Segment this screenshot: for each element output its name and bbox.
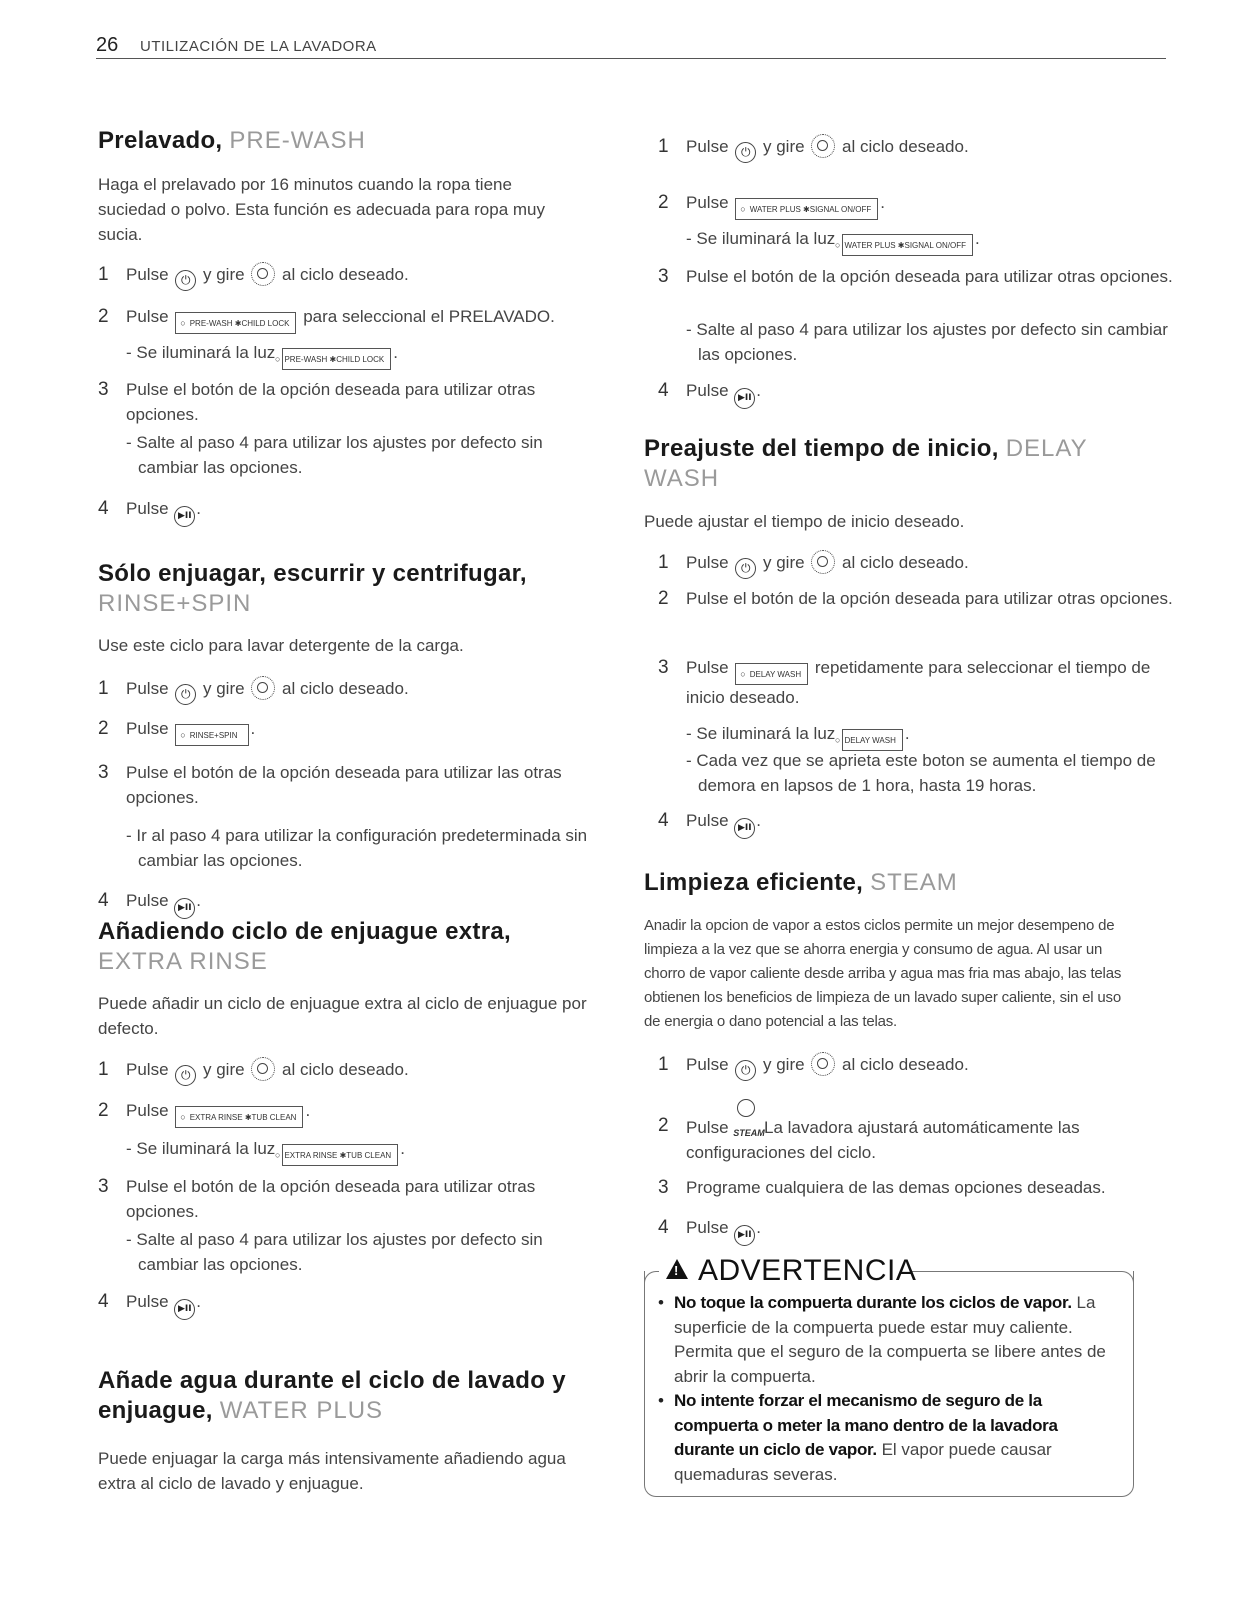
extra-rinse-light-icon: ○ EXTRA RINSE ✱TUB CLEAN bbox=[282, 1144, 398, 1166]
extra-rinse-step-1: 1 Pulse ⏻ y gire al ciclo deseado. bbox=[98, 1057, 598, 1086]
start-pause-icon: ▶II bbox=[734, 818, 755, 839]
section-title: UTILIZACIÓN DE LA LAVADORA bbox=[140, 38, 377, 55]
rinse-spin-heading: Sólo enjuagar, escurrir y centrifugar, RINSE+SPIN bbox=[98, 560, 527, 617]
start-pause-icon: ▶II bbox=[734, 388, 755, 409]
rinse-spin-step-3-note: - Ir al paso 4 para utilizar la configuración predeterminada sin cambiar las opciones. bbox=[126, 826, 588, 870]
cycle-dial-icon bbox=[251, 1057, 275, 1081]
steam-step-1: 1 Pulse ⏻ y gire al ciclo deseado. bbox=[658, 1052, 1178, 1081]
delay-wash-step-3: 3 Pulse ○ DELAY WASH repetidamente para seleccionar el tiempo de inicio deseado. bbox=[658, 657, 1151, 707]
page-header bbox=[96, 34, 1166, 59]
steam-intro: Anadir la opcion de vapor a estos ciclos permite un mejor desempeno de limpieza a la vez que se ahorra energia y consumo de agua. Al usar un chorro de vapor caliente desde arriba y agua mas fria mas abajo, las telas obtienen los beneficios de limpieza de un lavado super caliente, sin el uso de energia o dano potencial a las telas. bbox=[644, 917, 1122, 1030]
prewash-step-3: 3 Pulse el botón de la opción deseada para utilizar otras opciones. bbox=[98, 379, 536, 424]
water-plus-step-3-note: - Salte al paso 4 para utilizar los ajustes por defecto sin cambiar las opciones. bbox=[686, 320, 1168, 364]
delay-wash-heading: Preajuste del tiempo de inicio, DELAY WASH bbox=[644, 435, 1088, 492]
prewash-step-3-note: - Salte al paso 4 para utilizar los ajustes por defecto sin cambiar las opciones. bbox=[126, 433, 543, 477]
rinse-spin-step-4: 4 Pulse ▶II . bbox=[98, 888, 598, 919]
prewash-step-2-note: - Se iluminará la luz ○ PRE-WASH ✱CHILD LOCK . bbox=[126, 340, 598, 370]
warning-triangle-icon: ! bbox=[666, 1259, 688, 1279]
water-plus-button-icon: ○ WATER PLUS ✱SIGNAL ON/OFF bbox=[735, 198, 878, 220]
extra-rinse-step-3: 3 Pulse el botón de la opción deseada para utilizar otras opciones. bbox=[98, 1176, 536, 1221]
prewash-heading: Prelavado, PRE-WASH bbox=[98, 127, 366, 154]
cycle-dial-icon bbox=[811, 134, 835, 158]
prewash-step-2: 2 Pulse ○ PRE-WASH ✱CHILD LOCK para seleccional el PRELAVADO. bbox=[98, 304, 598, 334]
warning-item: • No intente forzar el mecanismo de seguro de la compuerta o meter la mano dentro de la lavadora durante un ciclo de vapor. El vapor puede causar quemaduras severas. bbox=[656, 1389, 1120, 1487]
prewash-step-4: 4 Pulse ▶II . bbox=[98, 496, 598, 527]
water-plus-step-1: 1 Pulse ⏻ y gire al ciclo deseado. bbox=[658, 134, 1178, 163]
cycle-dial-icon bbox=[811, 550, 835, 574]
power-icon: ⏻ bbox=[175, 270, 196, 291]
start-pause-icon: ▶II bbox=[734, 1225, 755, 1246]
start-pause-icon: ▶II bbox=[174, 1299, 195, 1320]
water-plus-step-4: 4 Pulse ▶II . bbox=[658, 378, 1178, 409]
water-plus-intro: Puede enjuagar la carga más intensivamente añadiendo agua extra al ciclo de lavado y enjuague. bbox=[98, 1449, 566, 1493]
delay-wash-step-4: 4 Pulse ▶II . bbox=[658, 808, 1178, 839]
extra-rinse-heading: Añadiendo ciclo de enjuague extra, EXTRA RINSE bbox=[98, 918, 511, 975]
warning-box bbox=[644, 1255, 1134, 1497]
delay-wash-intro: Puede ajustar el tiempo de inicio deseado. bbox=[644, 512, 965, 531]
water-plus-step-3: 3 Pulse el botón de la opción deseada para utilizar otras opciones. bbox=[658, 266, 1173, 287]
power-icon: ⏻ bbox=[175, 1065, 196, 1086]
prewash-step-1: 1 Pulse ⏻ y gire al ciclo deseado. bbox=[98, 262, 598, 291]
delay-wash-step-2: 2 Pulse el botón de la opción deseada para utilizar otras opciones. bbox=[658, 588, 1173, 609]
power-icon: ⏻ bbox=[735, 558, 756, 579]
power-icon: ⏻ bbox=[735, 142, 756, 163]
delay-wash-step-3-note-2: - Cada vez que se aprieta este boton se aumenta el tiempo de demora en lapsos de 1 hora, hasta 19 horas. bbox=[686, 751, 1156, 795]
power-icon: ⏻ bbox=[735, 1060, 756, 1081]
water-plus-light-icon: ○ WATER PLUS ✱SIGNAL ON/OFF bbox=[842, 234, 973, 256]
rinse-spin-step-2: 2 Pulse ○ RINSE+SPIN . bbox=[98, 716, 598, 746]
cycle-dial-icon bbox=[251, 262, 275, 286]
extra-rinse-intro: Puede añadir un ciclo de enjuague extra al ciclo de enjuague por defecto. bbox=[98, 994, 587, 1038]
delay-wash-light-icon: ○ DELAY WASH bbox=[842, 729, 903, 751]
start-pause-icon: ▶II bbox=[174, 506, 195, 527]
steam-button-icon: STEAM bbox=[733, 1113, 759, 1135]
rinse-spin-step-3: 3 Pulse el botón de la opción deseada para utilizar las otras opciones. bbox=[98, 762, 562, 807]
water-plus-heading: Añade agua durante el ciclo de lavado y enjuague, WATER PLUS bbox=[98, 1367, 566, 1424]
extra-rinse-step-4: 4 Pulse ▶II . bbox=[98, 1289, 598, 1320]
rinse-spin-step-1: 1 Pulse ⏻ y gire al ciclo deseado. bbox=[98, 676, 598, 705]
warning-title: ! ADVERTENCIA bbox=[666, 1255, 916, 1287]
page-number: 26 bbox=[96, 34, 119, 56]
extra-rinse-step-3-note: - Salte al paso 4 para utilizar los ajustes por defecto sin cambiar las opciones. bbox=[126, 1230, 543, 1274]
prewash-button-icon: ○ PRE-WASH ✱CHILD LOCK bbox=[175, 312, 296, 334]
cycle-dial-icon bbox=[811, 1052, 835, 1076]
warning-item: • No toque la compuerta durante los ciclos de vapor. La superficie de la compuerta puede estar muy caliente. Permita que el seguro de la compuerta se libere antes de abrir la compuerta. bbox=[656, 1291, 1120, 1389]
delay-wash-step-1: 1 Pulse ⏻ y gire al ciclo deseado. bbox=[658, 550, 1178, 579]
steam-step-3: 3 Programe cualquiera de las demas opciones deseadas. bbox=[658, 1177, 1106, 1198]
power-icon: ⏻ bbox=[175, 684, 196, 705]
delay-wash-step-3-note: - Se iluminará la luz ○ DELAY WASH . bbox=[686, 721, 1178, 751]
rinse-spin-button-icon: ○ RINSE+SPIN bbox=[175, 724, 248, 746]
delay-wash-button-icon: ○ DELAY WASH bbox=[735, 663, 808, 685]
steam-step-2: 2 Pulse STEAM La lavadora ajustará automáticamente las configuraciones del ciclo. bbox=[658, 1113, 1178, 1165]
steam-step-4: 4 Pulse ▶II . bbox=[658, 1215, 1178, 1246]
cycle-dial-icon bbox=[251, 676, 275, 700]
extra-rinse-step-2: 2 Pulse ○ EXTRA RINSE ✱TUB CLEAN . bbox=[98, 1098, 598, 1128]
rinse-spin-intro: Use este ciclo para lavar detergente de la carga. bbox=[98, 636, 464, 655]
prewash-light-icon: ○ PRE-WASH ✱CHILD LOCK bbox=[282, 348, 391, 370]
extra-rinse-step-2-note: - Se iluminará la luz ○ EXTRA RINSE ✱TUB CLEAN . bbox=[126, 1136, 598, 1166]
steam-heading: Limpieza eficiente, STEAM bbox=[644, 869, 958, 896]
prewash-intro: Haga el prelavado por 16 minutos cuando la ropa tiene suciedad o polvo. Esta función es adecuada para ropa muy sucia. bbox=[98, 175, 546, 244]
extra-rinse-button-icon: ○ EXTRA RINSE ✱TUB CLEAN bbox=[175, 1106, 303, 1128]
start-pause-icon: ▶II bbox=[174, 898, 195, 919]
water-plus-step-2: 2 Pulse ○ WATER PLUS ✱SIGNAL ON/OFF . bbox=[658, 190, 1178, 220]
water-plus-step-2-note: - Se iluminará la luz ○ WATER PLUS ✱SIGNAL ON/OFF . bbox=[686, 226, 1178, 256]
warning-list bbox=[656, 1291, 1120, 1487]
